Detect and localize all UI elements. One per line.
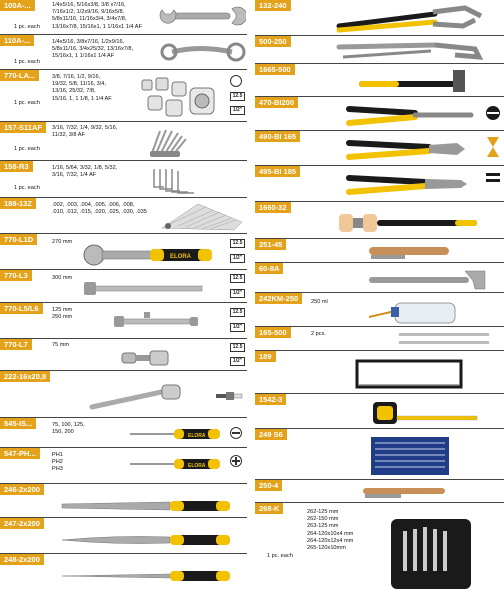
product-code: 60-8A — [255, 263, 283, 274]
product-code: 158-R3 — [0, 161, 33, 172]
drive-size-inch: 1/2" — [230, 254, 245, 263]
product-each: 1 pc. each — [14, 59, 40, 65]
product-row — [255, 0, 504, 36]
soft-face-mallet-icon — [335, 208, 485, 236]
tyre-lever-icon — [395, 331, 495, 347]
product-row — [255, 131, 504, 166]
water-pump-pliers-icon — [335, 4, 485, 34]
product-code: 547-PH... — [0, 448, 40, 459]
product-row — [0, 418, 247, 448]
drive-size-inch: 1/2" — [230, 289, 245, 298]
drive-size-mm: 12.5 — [230, 274, 245, 283]
product-code: 495-BI 185 — [255, 166, 300, 177]
product-each: 1 pc. each — [14, 146, 40, 152]
product-each: 1 pc. each — [14, 24, 40, 30]
product-code: 490-BI 165 — [255, 131, 300, 142]
product-spec: 125 mm 250 mm — [52, 307, 73, 321]
product-code: 1665-500 — [255, 64, 295, 75]
product-row — [0, 0, 247, 35]
product-code: 222-16x20,8 — [0, 371, 50, 382]
product-code: 770-L3 — [0, 270, 32, 281]
product-code: 545-IS... — [0, 418, 36, 429]
product-code: 250-4 — [255, 480, 282, 491]
socket-set-icon — [140, 74, 228, 118]
product-row — [0, 371, 247, 418]
product-code: 188-13Z — [0, 198, 36, 209]
product-row — [0, 35, 247, 70]
product-code: 110A-... — [0, 35, 34, 46]
product-code: 770-L1D — [0, 234, 37, 245]
spark-plug-wrench-icon — [86, 381, 186, 413]
product-each: 1 pc. each — [267, 553, 293, 559]
product-code: 770-LA... — [0, 70, 39, 81]
product-code: 157-S11AF — [0, 122, 46, 133]
product-row — [0, 161, 247, 198]
round-file-icon — [60, 568, 236, 584]
tape-measure-icon — [371, 398, 481, 426]
hex-socket-symbol-icon — [229, 74, 243, 88]
product-spec: 262-125 mm 262-150 mm 263-125 mm 264-120x10x4 mm 264-120x12x4 mm 265-120x10mm — [307, 509, 354, 552]
product-spec: 1/4x5/16, 5/16x3/8, 3/8 x7/16, 7/16x1/2, 1/2x9/16, 9/16x5/8, 5/8x11/16, 11/16x3/4, 3/4x7/8, 13/16x7/8, 15/16x1, 1 1/16x1 1/4 AF — [52, 2, 142, 30]
product-note: 2 pcs. — [311, 331, 326, 337]
product-row — [255, 394, 504, 429]
product-code: 242KM-250 — [255, 293, 302, 304]
product-code: 189 — [255, 351, 276, 362]
product-note: 250 ml — [311, 299, 328, 305]
drive-size-inch: 1/2" — [230, 323, 245, 332]
product-row — [255, 503, 504, 597]
t-bar-handle-icon — [82, 280, 222, 298]
phillips-screwdriver-icon — [128, 456, 224, 472]
product-spec: 75, 100, 125, 150, 200 — [52, 422, 85, 436]
product-row — [255, 480, 504, 503]
side-cutter-icon — [345, 135, 475, 163]
spark-plug-icon — [214, 389, 244, 403]
product-code: 500-250 — [255, 36, 291, 47]
product-spec: PH1 PH2 PH3 — [52, 452, 63, 473]
product-code: 1660-32 — [255, 202, 291, 213]
cutting-edge-symbol-icon — [485, 135, 501, 159]
product-spec: 300 mm — [52, 275, 73, 281]
product-row — [255, 36, 504, 64]
drive-size-mm: 12.5 — [230, 92, 245, 101]
product-row — [255, 327, 504, 351]
product-code: 100A-... — [0, 0, 35, 11]
product-spec: 1/4x5/16, 3/8x7/16, 1/2x9/16, 5/8x11/16, 3/4x25/32, 13/16x7/8, 15/16x1, 1 1/16x1 1/4 AF — [52, 39, 134, 60]
product-row — [255, 64, 504, 97]
slotted-tip-symbol-icon — [229, 426, 243, 440]
flat-jaw-symbol-icon — [485, 105, 501, 121]
half-round-file-icon — [60, 532, 236, 548]
column-gutter — [247, 0, 255, 597]
product-row — [0, 448, 247, 484]
product-row — [255, 263, 504, 293]
hex-key-set-icon — [146, 125, 196, 159]
product-spec: 270 mm — [52, 239, 73, 245]
locking-pliers-icon — [335, 39, 485, 63]
file-set-icon — [365, 433, 455, 477]
hacksaw-icon — [351, 357, 471, 391]
product-row — [255, 429, 504, 480]
ratchet-icon — [80, 242, 220, 268]
product-spec: 3/8, 7/16, 1/2, 9/16, 19/32, 5/8, 11/16, 3/4, 13/16, 25/32, 7/8, 15/16, 1, 1 1/8, 1 1/4 AF — [52, 74, 112, 102]
product-row — [0, 122, 247, 161]
flat-screwdriver-icon — [128, 426, 224, 442]
product-row — [255, 97, 504, 131]
extension-bar-icon — [110, 309, 200, 335]
product-spec: 1/16, 5/64, 3/32, 1/8, 5/32, 3/16, 7/32, 1/4 AF — [52, 165, 118, 179]
product-row — [255, 351, 504, 394]
product-code: 770-L5/L6 — [0, 303, 43, 314]
product-row — [0, 554, 247, 597]
drive-size-inch: 1/2" — [230, 357, 245, 366]
wire-brush-icon — [365, 243, 455, 261]
product-row — [0, 70, 247, 122]
product-code: 248-2x200 — [0, 554, 44, 565]
long-nose-pliers-icon — [345, 101, 475, 129]
punch-set-icon — [387, 509, 477, 593]
flat-file-icon — [60, 498, 236, 514]
drive-size-inch: 1/2" — [230, 106, 245, 115]
drive-size-mm: 12.5 — [230, 239, 245, 248]
drive-size-mm: 12.5 — [230, 343, 245, 352]
product-row — [0, 518, 247, 554]
product-code: 470-BI200 — [255, 97, 298, 108]
product-row — [0, 339, 247, 371]
product-row — [255, 166, 504, 202]
product-row — [0, 234, 247, 270]
universal-joint-icon — [118, 345, 178, 369]
brand-logo: ELORA — [170, 254, 191, 260]
product-each: 1 pc. each — [14, 100, 40, 106]
brand-logo: ELORA — [188, 433, 206, 439]
product-row — [255, 202, 504, 239]
product-spec: .002, .003, .004, .005, .006, .008, .010, .012, .015, .020, .025, .030, .035 — [52, 202, 147, 216]
product-code: 247-2x200 — [0, 518, 44, 529]
product-code: 268-K — [255, 503, 283, 514]
product-each: 1 pc. each — [14, 185, 40, 191]
adjustable-wrench-icon — [365, 267, 495, 291]
product-code: 132-240 — [255, 0, 291, 11]
product-code: 770-L7 — [0, 339, 32, 350]
product-row — [0, 303, 247, 339]
product-code: 251-45 — [255, 239, 286, 250]
feeler-gauge-icon — [158, 202, 244, 232]
drive-size-mm: 12.5 — [230, 308, 245, 317]
product-row — [0, 270, 247, 303]
oil-can-icon — [365, 297, 475, 325]
product-code: 1542-3 — [255, 394, 286, 405]
product-spec: 3/16, 7/32, 1/4, 9/32, 5/16, 11/32, 3/8 AF — [52, 125, 118, 139]
product-code: 249 S6 — [255, 429, 287, 440]
product-row — [255, 293, 504, 327]
product-row — [255, 239, 504, 263]
phillips-tip-symbol-icon — [229, 454, 243, 468]
open-end-spanner-icon — [158, 4, 246, 28]
product-spec: 75 mm — [52, 342, 70, 348]
allen-key-set-icon — [150, 165, 200, 195]
ring-spanner-icon — [160, 41, 246, 63]
brand-logo: ELORA — [188, 463, 206, 469]
product-code: 246-2x200 — [0, 484, 44, 495]
wire-brush-icon — [359, 484, 449, 500]
product-row — [0, 484, 247, 518]
ridged-jaw-symbol-icon — [485, 172, 501, 184]
product-row — [0, 198, 247, 234]
combination-pliers-icon — [345, 170, 475, 198]
product-code: 165-500 — [255, 327, 291, 338]
hammer-icon — [355, 68, 485, 94]
